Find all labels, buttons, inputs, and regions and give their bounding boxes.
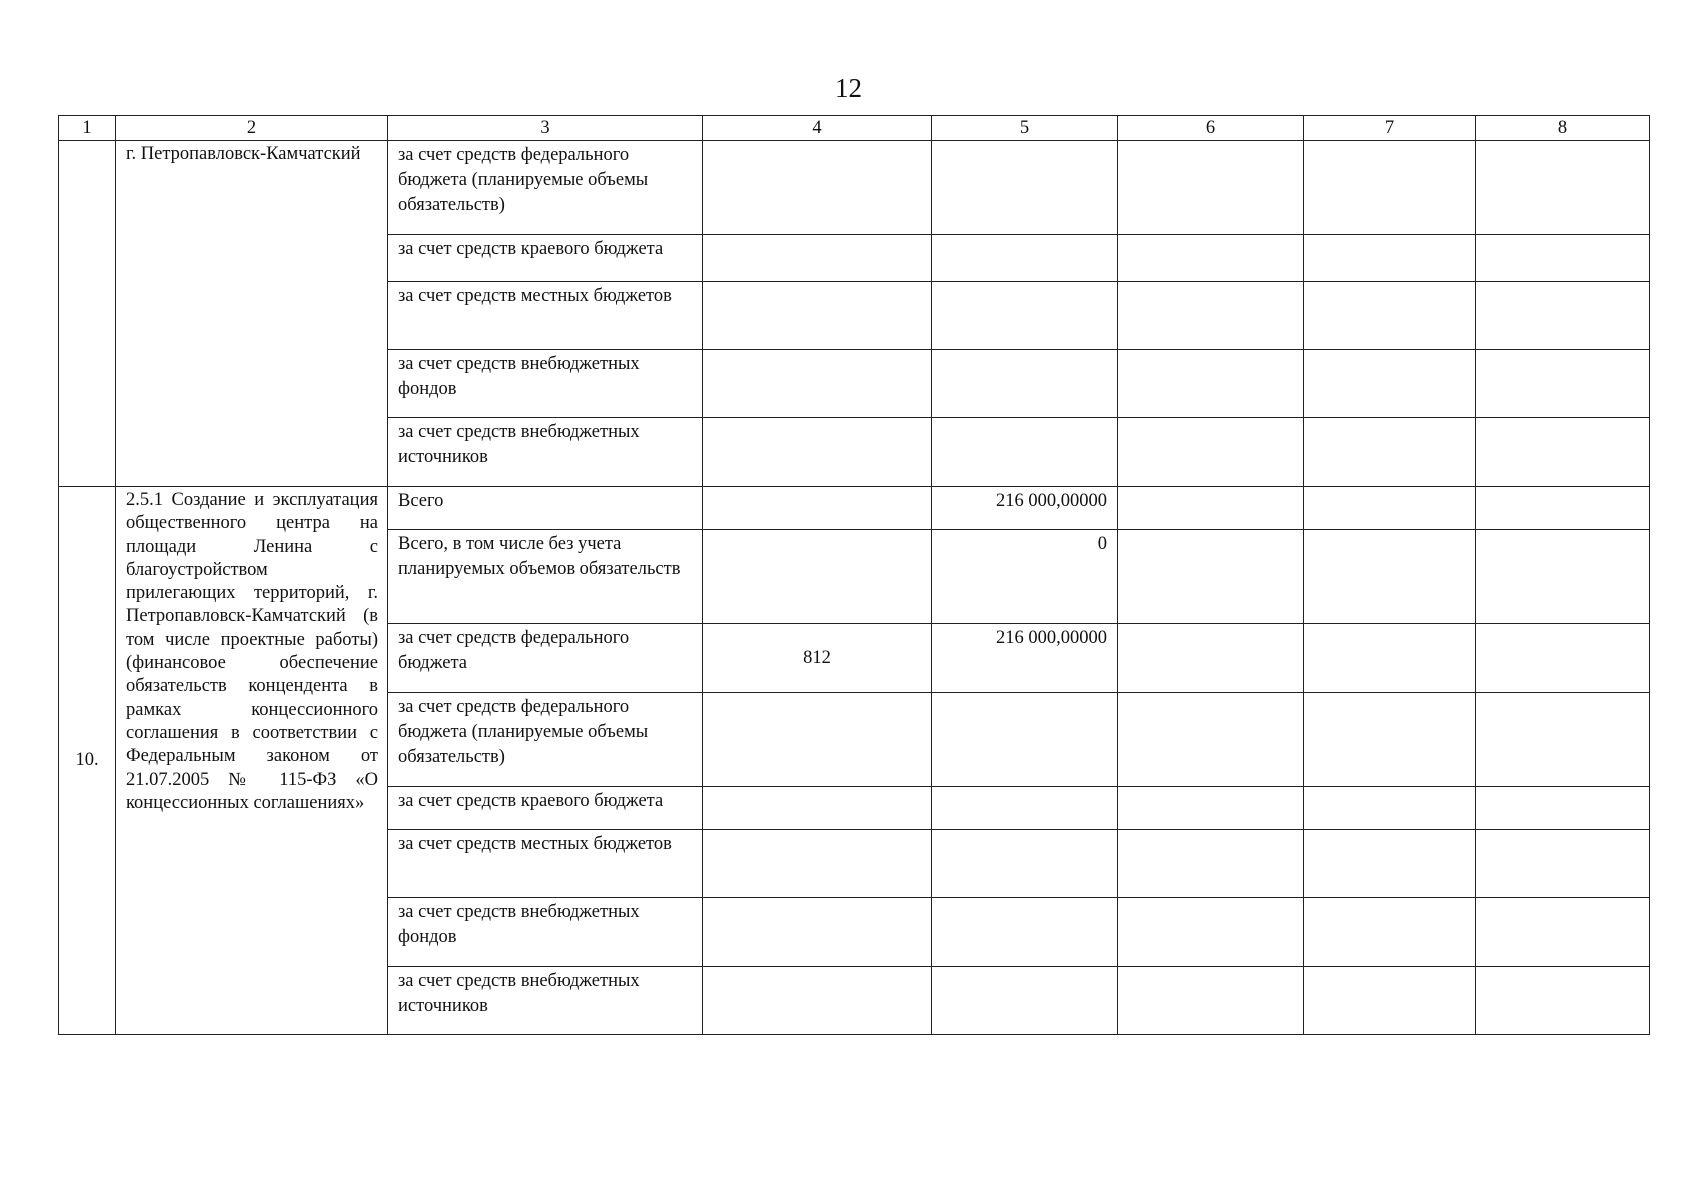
funding-source: за счет средств местных бюджетов [388, 830, 703, 898]
column-number: 2 [116, 116, 388, 141]
table-row [59, 141, 1650, 235]
column-number: 3 [388, 116, 703, 141]
amount-cell: 216 000,00000 [932, 624, 1118, 693]
amount-cell: 0 [932, 530, 1118, 624]
funding-source: за счет средств краевого бюджета [388, 787, 703, 830]
funding-source: за счет средств местных бюджетов [388, 282, 703, 350]
column-number-row [59, 116, 1650, 141]
event-name-cell: г. Петропавловск-Камчатский [116, 141, 388, 487]
table-row [59, 487, 1650, 530]
row-number-cell: 10. [59, 487, 116, 1035]
funding-source: за счет средств федерального бюджета (планируемые объемы обязательств) [388, 141, 703, 235]
code-cell: 812 [703, 624, 932, 693]
funding-source: за счет средств краевого бюджета [388, 235, 703, 282]
row-number-cell [59, 141, 116, 487]
column-number: 1 [59, 116, 116, 141]
funding-source: за счет средств внебюджетных фондов [388, 898, 703, 967]
funding-source: Всего, в том числе без учета планируемых объемов обязательств [388, 530, 703, 624]
column-number: 6 [1118, 116, 1304, 141]
funding-source: за счет средств внебюджетных источников [388, 418, 703, 487]
event-name-cell: 2.5.1 Создание и эксплуатация общественного центра на площади Ленина с благоустройством прилегающих территорий, г. Петропавловск-Камчатский (в том числе проектные работы) (финансовое обеспечение обязательств концендента в рамках концессионного соглашения в соответствии с Федеральным законом от 21.07.2005 № 115-ФЗ «О концессионных соглашениях» [116, 487, 388, 1035]
funding-source: за счет средств федерального бюджета [388, 624, 703, 693]
column-number: 7 [1304, 116, 1476, 141]
column-number: 5 [932, 116, 1118, 141]
column-number: 8 [1476, 116, 1650, 141]
budget-table [58, 115, 1650, 1035]
column-number: 4 [703, 116, 932, 141]
funding-source: Всего [388, 487, 703, 530]
page-number: 12 [835, 73, 862, 103]
funding-source: за счет средств федерального бюджета (планируемые объемы обязательств) [388, 693, 703, 787]
amount-cell: 216 000,00000 [932, 487, 1118, 530]
funding-source: за счет средств внебюджетных источников [388, 967, 703, 1035]
funding-source: за счет средств внебюджетных фондов [388, 350, 703, 418]
